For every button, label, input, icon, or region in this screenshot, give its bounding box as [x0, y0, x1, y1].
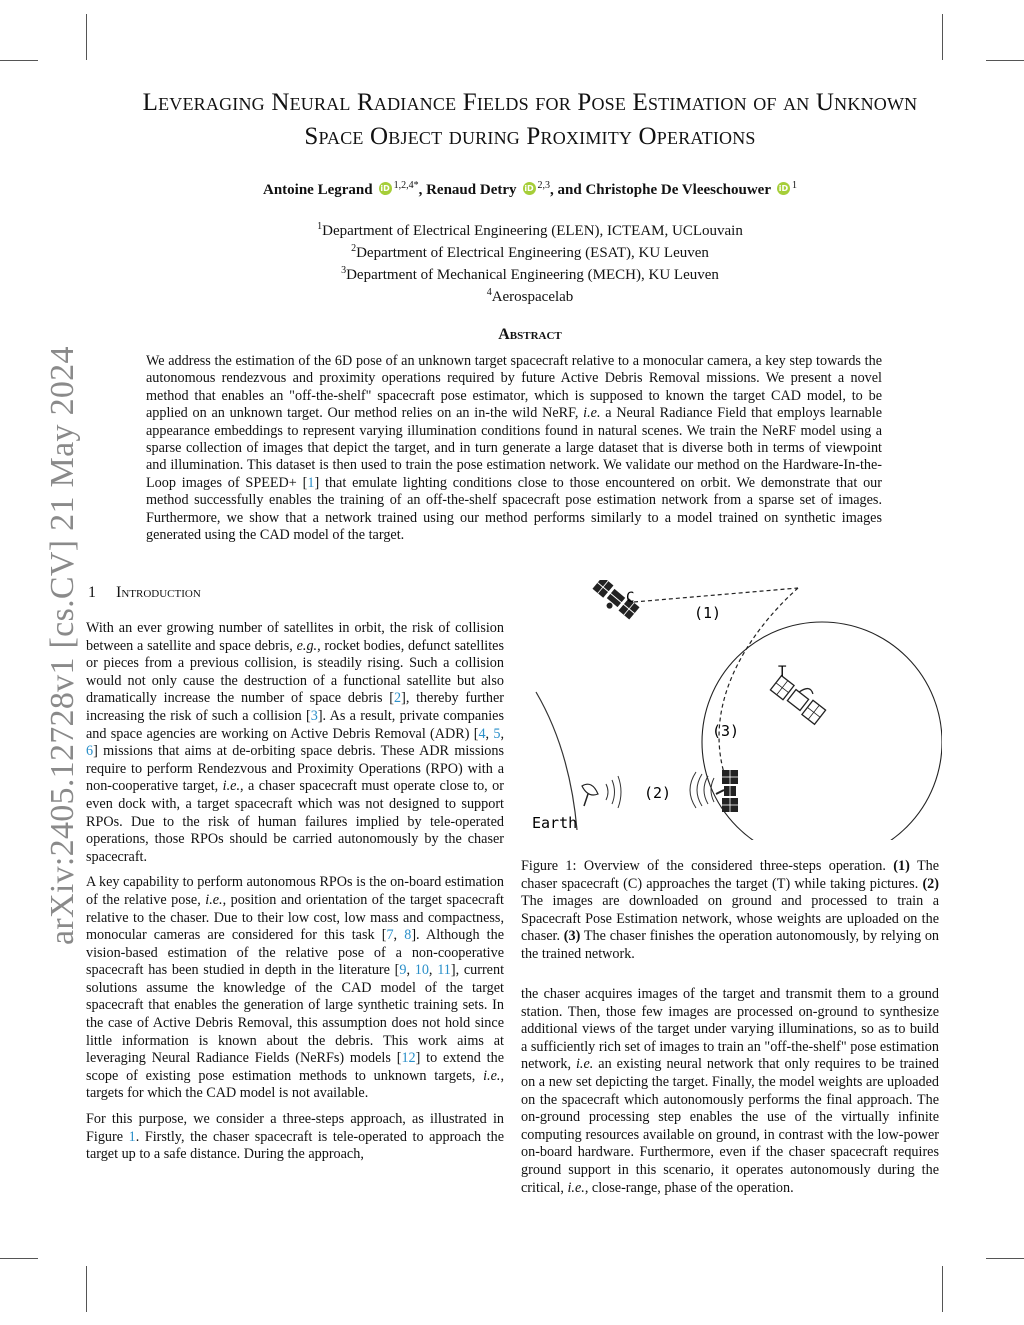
citation-link[interactable]: 4: [478, 725, 486, 742]
title-line: Leveraging Neural Radiance Fields for Pose Estimation of an Unknown: [142, 89, 918, 116]
label-target: T: [778, 664, 787, 680]
crop-mark: [86, 1266, 87, 1312]
chaser-satellite-icon: [716, 770, 738, 812]
citation-link[interactable]: 5: [493, 725, 501, 742]
crop-mark: [986, 60, 1024, 61]
crop-mark: [0, 1258, 38, 1259]
affiliation: $^1$Department of Electrical Engineering (ELEN), ICTEAM, UCLouvain: [317, 221, 743, 239]
label-step-2: (2): [644, 784, 672, 802]
affiliation: $^2$Department of Electrical Engineering (ESAT), KU Leuven: [351, 243, 709, 261]
affiliation: $^4$Aerospacelab: [486, 287, 574, 305]
paragraph: For this purpose, we consider a three-steps approach, as illustrated in Figure 1. Firstly, the chaser spacecraft is tele-operated to approach the target up to a safe distance. During the approach,: [86, 1111, 504, 1163]
author: Renaud Detry iD $^{2,3}$: [426, 180, 551, 198]
left-column: [86, 620, 504, 1172]
citation-link[interactable]: 9: [399, 962, 407, 979]
crop-mark: [86, 14, 87, 60]
label-earth: Earth: [532, 814, 578, 832]
label-step-1: (1): [694, 604, 722, 622]
signal-waves-icon: [690, 772, 714, 808]
citation-link[interactable]: 1: [307, 474, 315, 491]
citation-link[interactable]: 7: [386, 927, 394, 944]
orcid-icon[interactable]: iD: [380, 184, 390, 193]
label-step-3: (3): [712, 722, 740, 740]
author-list: Antoine Legrand iD $^{1,2,4*}$, Renaud Detry iD $^{2,3}$, and Christophe De Vleeschouwer iD $^1$: [263, 180, 797, 198]
citation-link[interactable]: 11: [437, 962, 451, 979]
paragraph: A key capability to perform autonomous RPOs is the on-board estimation of the relative pose, i.e., position and orientation of the target spacecraft relative to the chaser. Due to their low cost, low mass and compactness, monocular cameras are considered for this task [7, 8]. Although the vision-based estimation of the relative pose of a non-cooperative spacecraft has been studied in depth in the literature [9, 10, 11], current solutions assume the knowledge of the CAD model of the target spacecraft that enables the generation of large synthetic training sets. In the case of Active Debris Removal, this assumption does not hold since little information is known about the debris. This work aims at leveraging Neural Radiance Fields (NeRFs) models [12] to extend the scope of existing pose estimation methods to unknown targets, i.e., targets for which the CAD model is not available.: [86, 874, 505, 1102]
author: Antoine Legrand iD $^{1,2,4*}$: [263, 180, 419, 198]
paper-title: [60, 86, 1000, 154]
right-column: [521, 986, 939, 1205]
section-heading: 1 Introduction: [88, 584, 201, 601]
author: and Christophe De Vleeschouwer iD $^1$: [557, 180, 797, 198]
abstract-heading: Abstract: [498, 326, 562, 343]
affiliation: $^3$Department of Mechanical Engineering (MECH), KU Leuven: [341, 265, 719, 283]
affiliations: [60, 218, 1000, 306]
citation-link[interactable]: 6: [86, 743, 94, 760]
paragraph: the chaser acquires images of the target and transmit them to a ground station. Then, those few images are processed on-ground to synthesize additional views of the target under varying illuminations, so as to build a sufficiently rich set of images to train an "off-the-shelf" pose estimation network, i.e. an existing neural network that only requires to be trained on a new set depicting the target. Finally, the model weights are uploaded on the spacecraft which autonomously performs the final approach. The on-ground processing step enables the use of the virtually infinite computing resources available on ground, in contrast with the low-power on-board hardware. Furthermore, even if the chaser spacecraft requires ground support in this scenario, it operates autonomously during the critical, i.e., close-range, phase of the operation.: [521, 986, 939, 1196]
title-line: Space Object during Proximity Operations: [304, 123, 756, 150]
label-chaser: C: [626, 590, 635, 606]
figure-1-diagram: [522, 580, 942, 840]
citation-link[interactable]: 12: [401, 1050, 416, 1067]
citation-link[interactable]: 8: [404, 927, 412, 944]
orcid-icon[interactable]: iD: [524, 184, 534, 193]
paragraph: With an ever growing number of satellites in orbit, the risk of collision between a satellite and space debris, e.g., rocket bodies, defunct satellites or pieces from a previous collision, is steadily rising. Such a collision would not only cause the destruction of a functional satellite but also dramatically increase the number of space debris [2], thereby further increasing the risk of such a collision [3]. As a result, private companies and space agencies are working on Active Debris Removal (ADR) [4, 5, 6] missions that aims at de-orbiting space debris. These ADR missions require to perform Rendezvous and Proximity Operations (RPO) with a non-cooperative target, i.e., a chaser spacecraft must operate close to, or even dock with, a target spacecraft which was not designed to support RPOs. Due to the risk of human failures implied by tele-operated operations, those RPOs should be carried autonomously by the chaser spacecraft.: [86, 620, 504, 865]
crop-mark: [986, 1258, 1024, 1259]
orcid-icon[interactable]: iD: [778, 184, 789, 193]
arxiv-identifier[interactable]: arXiv:2405.12728v1 [cs.CV] 21 May 2024: [44, 346, 81, 945]
citation-link[interactable]: 3: [310, 707, 318, 724]
ground-antenna-icon: [582, 784, 598, 806]
figure-caption: Figure 1: Overview of the considered three-steps operation. (1) The chaser spacecraft (C) approaches the target (T) while taking pictures. (2) The images are downloaded on ground and processed to train a Spacecraft Pose Estimation network, whose weights are uploaded on the chaser. (3) The chaser finishes the operation autonomously, by relying on the trained network.: [521, 858, 940, 962]
crop-mark: [942, 14, 943, 60]
crop-mark: [0, 60, 38, 61]
approach-path-dashed: [634, 588, 798, 602]
crop-mark: [942, 1266, 943, 1312]
earth-horizon-arc: [536, 692, 577, 830]
abstract-body: We address the estimation of the 6D pose of an unknown target spacecraft relative to a monocular camera, a key step towards the autonomous rendezvous and proximity operations required by future Active Debris Removal missions. We present a novel method that enables an "off-the-shelf" spacecraft pose estimator, which is supposed to known the target CAD model, to be applied on an unknown target. Our method relies on an in-the wild NeRF, i.e. a Neural Radiance Field that employs learnable appearance embeddings to represent varying illumination conditions found in natural scenes. We train the NeRF model using a sparse collection of images that depict the target, and in turn generate a large dataset that is diverse both in terms of viewpoint and illumination. This dataset is then used to train the pose estimation network. We validate our method on the Hardware-In-the-Loop images of SPEED+ [1] that emulate lighting conditions close to those encountered on orbit. We demonstrate that our method successfully enables the training of an off-the-shelf spacecraft pose estimation network from a sparse set of images. Furthermore, we show that a network trained using our method performs similarly to a model trained on synthetic images generated using the CAD model of the target.: [146, 353, 882, 544]
signal-waves-icon: [606, 776, 621, 808]
citation-link[interactable]: 10: [414, 962, 429, 979]
figure-link[interactable]: 1: [128, 1128, 136, 1145]
citation-link[interactable]: 2: [394, 690, 402, 707]
